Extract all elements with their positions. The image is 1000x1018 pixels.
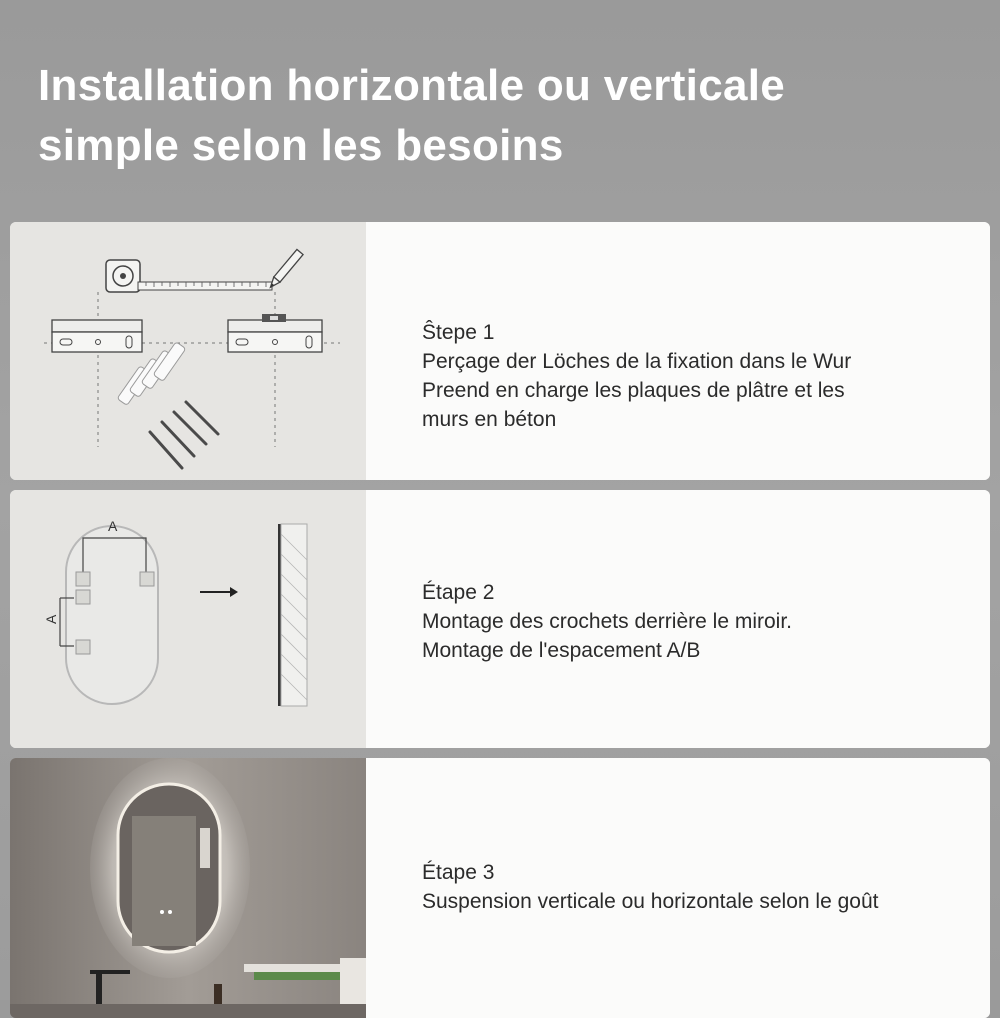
page-title <box>38 56 968 176</box>
step-1-line-4: murs en béton <box>422 408 557 431</box>
step-1-illustration <box>10 222 366 480</box>
step-1-line-2: Perçage der Löches de la fixation dans le Wur <box>422 350 852 373</box>
page-title-line-2: simple selon les besoins <box>38 121 564 170</box>
screws-icon <box>150 402 218 468</box>
dimension-label-side: A <box>43 614 59 624</box>
step-card-2 <box>10 490 990 748</box>
backlit-mirror-icon <box>118 784 220 952</box>
arrow-right-icon <box>200 587 238 597</box>
step-2-title: Étape 2 <box>422 581 495 604</box>
step-3-photo <box>10 758 366 1018</box>
pencil-icon <box>267 249 303 289</box>
step-1-title: Ŝtepe 1 <box>422 321 495 344</box>
step-3-line-2: Suspension verticale ou horizontale selon le goût <box>422 890 879 913</box>
step-card-3 <box>10 758 990 1018</box>
bracket-right-icon <box>228 314 322 352</box>
page-title-line-1: Installation horizontale ou verticale <box>38 61 786 110</box>
step-3-lines <box>422 858 878 916</box>
mirror-side-profile-icon <box>278 524 307 706</box>
step-2-lines <box>422 578 792 665</box>
step-1-lines <box>422 318 851 434</box>
step-1-text <box>366 222 990 480</box>
step-card-1 <box>10 222 990 480</box>
step-2-text <box>366 490 990 748</box>
step-2-line-2: Montage des crochets derrière le miroir. <box>422 610 792 633</box>
step-1-line-3: Preend en charge les plaques de plâtre et les <box>422 379 845 402</box>
step-3-text <box>366 758 990 1018</box>
measuring-tape-icon <box>106 260 272 292</box>
oval-mirror-icon <box>66 526 158 704</box>
step-2-line-3: Montage de l'espacement A/B <box>422 639 701 662</box>
step-3-title: Étape 3 <box>422 861 495 884</box>
step-2-illustration <box>10 490 366 748</box>
dimension-label-top: A <box>108 518 118 534</box>
bracket-left-icon <box>52 320 142 352</box>
